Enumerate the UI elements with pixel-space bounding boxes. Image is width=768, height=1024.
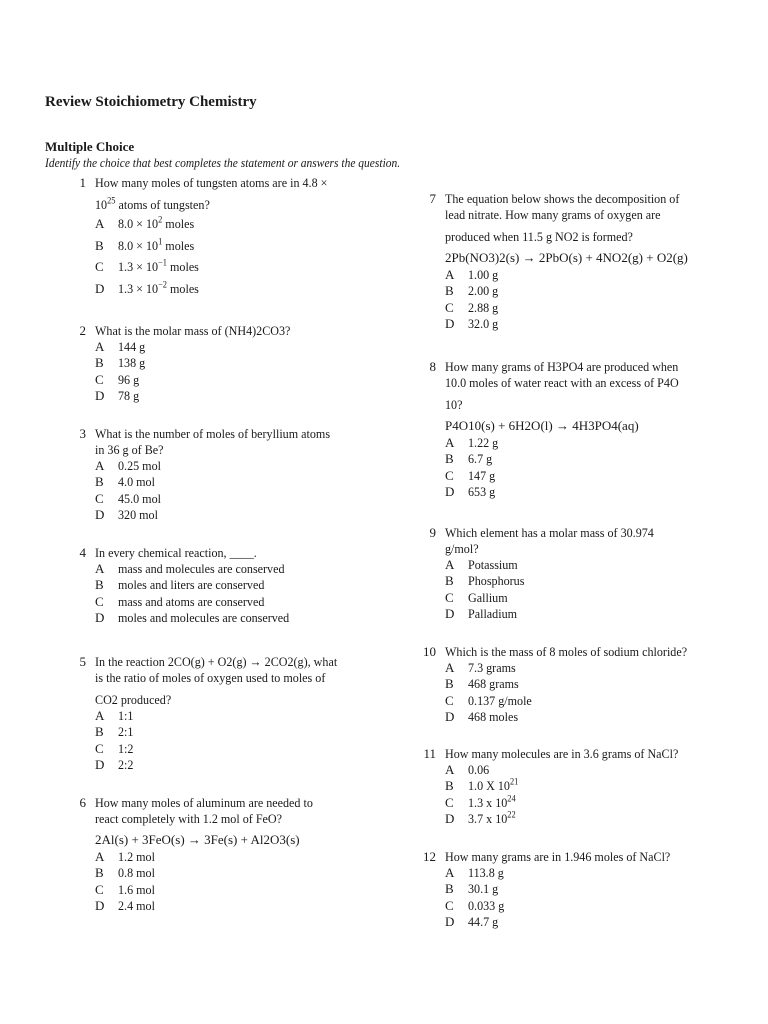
chemical-equation: 2Pb(NO3)2(s) → 2PbO(s) + 4NO2(g) + O2(g): [445, 250, 688, 265]
question-10: [420, 644, 730, 726]
question-stem-line: is the ratio of moles of oxygen used to moles of: [95, 670, 326, 685]
question-stem: [95, 426, 370, 458]
answer-choice-d: [95, 507, 370, 523]
choice-text: 468 grams: [468, 676, 519, 692]
question-number: 11: [423, 746, 436, 761]
question-9: [420, 525, 730, 623]
choice-letter: D: [95, 757, 105, 773]
choice-letter: D: [445, 484, 455, 500]
choice-text: 44.7 g: [468, 914, 499, 930]
choice-letter: D: [445, 811, 455, 827]
choice-letter: B: [445, 451, 454, 467]
choice-text: 32.0 g: [468, 316, 499, 332]
choice-text: 2:1: [118, 724, 134, 740]
answer-choice-a: [95, 561, 370, 577]
question-stem: [95, 175, 370, 213]
choice-text: mass and molecules are conserved: [118, 561, 285, 576]
choice-text: 6.7 g: [468, 451, 493, 467]
question-number: 4: [79, 545, 86, 560]
answer-choice-d: [95, 898, 370, 914]
question-number: 3: [79, 426, 86, 441]
answer-choice-c: [95, 372, 370, 388]
question-stem: [445, 849, 730, 865]
answer-choices: [95, 458, 370, 524]
choice-text: 2.88 g: [468, 299, 499, 315]
choice-text: Phosphorus: [468, 573, 525, 589]
choice-letter: A: [445, 660, 455, 675]
answer-choice-a: [95, 849, 370, 865]
choice-letter: A: [95, 216, 105, 231]
question-stem-line: $10^{25}$ atoms of tungsten?: [95, 195, 210, 212]
answer-choice-d: [445, 484, 730, 500]
question-4: [70, 545, 370, 627]
answer-choices: [445, 267, 730, 333]
choice-text: 1.6 mol: [118, 881, 155, 897]
answer-choices: [445, 865, 730, 931]
question-stem-line: In every chemical reaction, ____.: [95, 545, 257, 560]
question-stem-line: 10?: [445, 397, 463, 412]
answer-choice-c: [445, 898, 730, 914]
answer-choice-a: [445, 762, 730, 778]
answer-choice-b: [445, 451, 730, 467]
choice-text: 0.033 g: [468, 897, 505, 913]
choice-text: Gallium: [468, 589, 508, 605]
question-number: 6: [79, 795, 86, 810]
answer-choice-b: [445, 573, 730, 589]
choice-letter: B: [445, 676, 454, 692]
choice-text: 147 g: [468, 467, 496, 483]
answer-choice-b: [95, 577, 370, 593]
choice-text: moles and molecules are conserved: [118, 610, 290, 626]
answer-choices: [95, 708, 370, 774]
choice-letter: C: [95, 740, 104, 756]
answer-choice-d: [95, 757, 370, 773]
answer-choice-d: [445, 606, 730, 622]
answer-choice-a: [445, 865, 730, 881]
answer-choice-b: [95, 474, 370, 490]
question-number: 1: [79, 175, 86, 190]
question-stem: [95, 654, 370, 708]
question-number: 8: [429, 359, 436, 374]
question-stem-line: in 36 g of Be?: [95, 442, 164, 457]
choice-letter: C: [445, 897, 454, 913]
choice-letter: A: [95, 708, 105, 723]
choice-letter: A: [445, 557, 455, 572]
question-7: [420, 191, 730, 333]
choice-text: 1:2: [118, 740, 134, 756]
question-stem-line: lead nitrate. How many grams of oxygen are: [445, 207, 661, 222]
answer-choice-c: [445, 300, 730, 316]
question-stem-line: How many grams are in 1.946 moles of NaCl?: [445, 849, 671, 864]
question-stem: [95, 545, 370, 561]
answer-choice-d: [95, 610, 370, 626]
choice-letter: B: [95, 237, 104, 253]
choice-text: 4.0 mol: [118, 474, 155, 490]
question-stem: [95, 323, 370, 339]
answer-choice-c: [445, 693, 730, 709]
question-12: [420, 849, 730, 931]
choice-text: 320 mol: [118, 507, 158, 523]
question-stem-line: Which is the mass of 8 moles of sodium chloride?: [445, 644, 688, 659]
question-stem: [445, 746, 730, 762]
choice-letter: C: [445, 589, 454, 605]
choice-text: 1.22 g: [468, 435, 499, 450]
answer-choice-a: [95, 213, 370, 235]
choice-text: 0.137 g/mole: [468, 692, 532, 708]
question-stem-line: Which element has a molar mass of 30.974: [445, 525, 654, 540]
question-stem-line: How many grams of H3PO4 are produced when: [445, 359, 679, 374]
answer-choices: [95, 849, 370, 915]
choice-text: 0.8 mol: [118, 865, 155, 881]
answer-choice-c: [95, 491, 370, 507]
question-8: [420, 359, 730, 501]
answer-choice-c: [95, 741, 370, 757]
question-stem-line: What is the molar mass of (NH4)2CO3?: [95, 323, 291, 338]
choice-letter: B: [95, 865, 104, 881]
question-stem: [445, 359, 730, 413]
choice-text: 1:1: [118, 708, 134, 723]
question-6: [70, 795, 370, 915]
answer-choice-a: [445, 557, 730, 573]
question-1: [70, 175, 370, 299]
choice-text: 78 g: [118, 388, 140, 404]
answer-choice-b: [95, 235, 370, 257]
choice-text: 7.3 grams: [468, 660, 516, 675]
chemical-equation: 2Al(s) + 3FeO(s) → 3Fe(s) + Al2O3(s): [95, 832, 300, 847]
choice-letter: C: [95, 490, 104, 506]
choice-letter: D: [445, 606, 455, 622]
question-2: [70, 323, 370, 405]
question-number: 2: [79, 323, 86, 338]
answer-choice-c: [95, 256, 370, 278]
choice-text: 468 moles: [468, 709, 519, 725]
choice-text: 2.4 mol: [118, 898, 155, 914]
question-3: [70, 426, 370, 524]
choice-letter: A: [445, 762, 455, 777]
question-stem: [445, 191, 730, 245]
question-11: [420, 746, 730, 828]
choice-text: Potassium: [468, 557, 518, 572]
choice-letter: B: [445, 283, 454, 299]
answer-choice-a: [95, 708, 370, 724]
answer-choice-b: [445, 676, 730, 692]
answer-choice-b: [445, 881, 730, 897]
choice-letter: B: [445, 881, 454, 897]
choice-text: 113.8 g: [468, 865, 504, 880]
choice-letter: A: [95, 561, 105, 576]
choice-text: 45.0 mol: [118, 490, 161, 506]
choice-letter: A: [445, 865, 455, 880]
question-number: 7: [429, 191, 436, 206]
choice-letter: D: [95, 610, 105, 626]
choice-text: $8.0 \times 10^2$ moles: [118, 214, 195, 231]
choice-text: 3.7 x $10^{22}$: [468, 809, 516, 827]
answer-choices: [445, 435, 730, 501]
answer-choice-c: [445, 468, 730, 484]
choice-letter: D: [95, 507, 105, 523]
choice-letter: B: [95, 474, 104, 490]
choice-text: 96 g: [118, 371, 140, 387]
question-number: 5: [79, 654, 86, 669]
choice-letter: B: [95, 577, 104, 593]
choice-text: 144 g: [118, 339, 146, 354]
answer-choice-a: [445, 267, 730, 283]
choice-text: 0.25 mol: [118, 458, 161, 473]
answer-choice-d: [445, 316, 730, 332]
answer-choices: [445, 762, 730, 828]
answer-choice-d: [95, 278, 370, 300]
answer-choice-b: [95, 355, 370, 371]
answer-choice-a: [95, 458, 370, 474]
question-stem: [445, 525, 730, 557]
choice-letter: C: [445, 794, 454, 810]
answer-choice-c: [95, 594, 370, 610]
answer-choice-d: [95, 388, 370, 404]
answer-choices: [95, 213, 370, 299]
answer-choice-c: [445, 590, 730, 606]
choice-letter: B: [445, 778, 454, 794]
choice-letter: C: [95, 371, 104, 387]
choice-letter: A: [445, 435, 455, 450]
answer-choice-d: [445, 811, 730, 827]
question-stem: [445, 644, 730, 660]
question-5: [70, 654, 370, 774]
choice-text: 1.2 mol: [118, 849, 155, 864]
choice-text: moles and liters are conserved: [118, 577, 265, 593]
answer-choice-c: [445, 795, 730, 811]
choice-letter: C: [445, 467, 454, 483]
question-stem-line: produced when 11.5 g NO2 is formed?: [445, 229, 633, 244]
choice-letter: A: [95, 339, 105, 354]
question-stem-line: How many molecules are in 3.6 grams of NaCl?: [445, 746, 679, 761]
choice-letter: B: [95, 724, 104, 740]
question-number: 10: [423, 644, 436, 659]
choice-text: 30.1 g: [468, 881, 499, 897]
choice-text: $1.3 \times 10^{-2}$ moles: [118, 279, 199, 296]
answer-choice-b: [445, 778, 730, 794]
answer-choice-c: [95, 882, 370, 898]
question-stem-line: 10.0 moles of water react with an excess of P4O: [445, 375, 679, 390]
choice-text: 138 g: [118, 355, 146, 371]
answer-choices: [445, 557, 730, 623]
choice-letter: B: [95, 355, 104, 371]
choice-letter: C: [95, 593, 104, 609]
chemical-equation: P4O10(s) + 6H2O(l) → 4H3PO4(aq): [445, 418, 639, 433]
answer-choice-a: [95, 339, 370, 355]
answer-choice-a: [445, 435, 730, 451]
choice-letter: D: [95, 388, 105, 404]
choice-text: 1.3 x $10^{24}$: [468, 793, 516, 810]
choice-text: $8.0 \times 10^1$ moles: [118, 236, 195, 253]
question-stem-line: What is the number of moles of beryllium atoms: [95, 426, 331, 441]
choice-text: 0.06: [468, 762, 490, 777]
choice-text: $1.3 \times 10^{-1}$ moles: [118, 257, 199, 274]
choice-text: 1.00 g: [468, 267, 499, 282]
answer-choice-b: [445, 283, 730, 299]
choice-letter: B: [445, 573, 454, 589]
question-stem-line: In the reaction 2CO(g) + O2(g) → 2CO2(g), what: [95, 654, 338, 669]
question-number: 12: [423, 849, 436, 864]
question-stem-line: g/mol?: [445, 541, 479, 556]
choice-text: 2:2: [118, 757, 134, 773]
choice-letter: C: [95, 259, 104, 274]
choice-text: 2.00 g: [468, 283, 499, 299]
choice-letter: D: [95, 280, 105, 296]
choice-letter: D: [445, 709, 455, 725]
question-number: 9: [429, 525, 436, 540]
choice-text: mass and atoms are conserved: [118, 593, 265, 609]
choice-letter: A: [445, 267, 455, 282]
answer-choices: [445, 660, 730, 726]
question-stem-line: react completely with 1.2 mol of FeO?: [95, 811, 283, 826]
page-title: Review Stoichiometry Chemistry: [45, 94, 257, 110]
answer-choice-a: [445, 660, 730, 676]
choice-letter: D: [95, 898, 105, 914]
question-stem-line: CO2 produced?: [95, 692, 172, 707]
answer-choice-b: [95, 865, 370, 881]
instructions-text: Identify the choice that best completes the statement or answers the question.: [45, 156, 401, 170]
choice-letter: D: [445, 316, 455, 332]
question-stem: [95, 795, 370, 827]
choice-letter: A: [95, 849, 105, 864]
choice-letter: C: [445, 299, 454, 315]
answer-choice-d: [445, 709, 730, 725]
question-stem-line: How many moles of tungsten atoms are in 4.8 ×: [95, 175, 328, 190]
choice-letter: C: [445, 692, 454, 708]
choice-text: 653 g: [468, 484, 496, 500]
choice-letter: A: [95, 458, 105, 473]
choice-text: 1.0 X $10^{21}$: [468, 777, 519, 794]
question-stem-line: The equation below shows the decomposition of: [445, 191, 680, 206]
answer-choice-b: [95, 724, 370, 740]
choice-letter: C: [95, 881, 104, 897]
choice-letter: D: [445, 914, 455, 930]
answer-choice-d: [445, 914, 730, 930]
choice-text: Palladium: [468, 606, 518, 622]
section-heading: Multiple Choice: [45, 139, 135, 154]
answer-choices: [95, 561, 370, 627]
question-stem-line: How many moles of aluminum are needed to: [95, 795, 313, 810]
answer-choices: [95, 339, 370, 405]
